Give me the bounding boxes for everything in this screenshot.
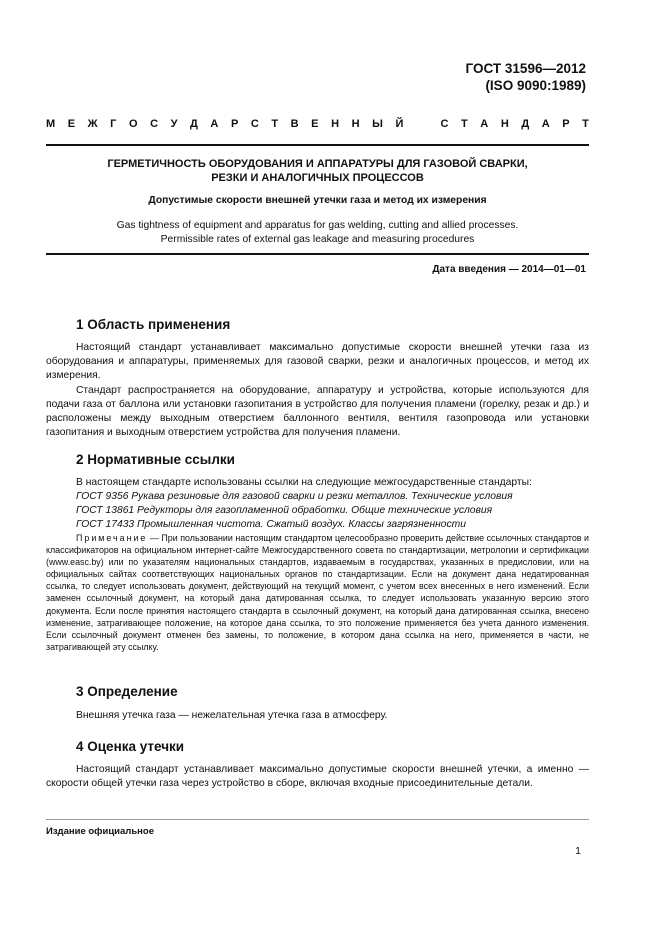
official-edition-label: Издание официальное	[46, 826, 154, 837]
banner-word-1-letter: Й	[395, 118, 404, 130]
banner-word-1-letter: С	[150, 118, 159, 130]
section-1-paragraph-2: Стандарт распространяется на оборудование, аппаратуру и устройства, которые используются для подачи газа от баллона или установки газопитания в устройство для получения пламени (горелку, резак и др.) и расположены между выходным отверстием баллонного вентиля, вентиля газопровода или установки газопитания и выходным отверстием устройства для получения пламени.	[46, 384, 589, 439]
banner-word-1-letter: А	[210, 118, 219, 130]
document-title	[46, 157, 589, 185]
interstate-standard-banner	[46, 118, 589, 130]
banner-word-2-letter: Н	[500, 118, 509, 130]
banner-word-1-letter: В	[290, 118, 299, 130]
note-text: — При пользовании настоящим стандартом целесообразно проверить действие ссылочных стандартов и классификаторов на официальном интернет-сайте Межгосударственного совета по стандартизации, метрологии и сертификации (www.easc.by) или по указателям национальных стандартов, издаваемым в государствах, указанных в предисловии, или на официальных сайтах соответствующих национальных органов по стандартизации. Если на документ дана недатированная ссылка, то следует использовать документ, действующий на текущий момент, с учетом всех внесенных в него изменений. Если заменен ссылочный документ, на который дана датированная ссылка, то следует использовать указанную версию этого документа. Если после принятия настоящего стандарта в ссылочный документ, на который дана датированная ссылка, внесено изменение, затрагивающее положение, на которое дана ссылка, то это положение применяется без учета данного изменения. Если ссылочный документ отменен без замены, то положение, в котором дана ссылка на него, применяется в части, не затрагивающей эту ссылку.	[46, 533, 589, 652]
banner-word-1-letter: Ж	[87, 118, 98, 130]
banner-word-1-letter: О	[128, 118, 138, 130]
section-1-body	[46, 341, 589, 440]
banner-word-1-letter: Н	[351, 118, 360, 130]
title-line-2: РЕЗКИ И АНАЛОГИЧНЫХ ПРОЦЕССОВ	[211, 172, 424, 184]
footer-rule	[46, 819, 589, 820]
banner-word-2-letter: А	[541, 118, 550, 130]
reference-item: ГОСТ 17433 Промышленная чистота. Сжатый воздух. Классы загрязненности	[76, 519, 466, 530]
banner-word-2-letter: А	[480, 118, 489, 130]
banner-word-1-letter: Г	[110, 118, 117, 130]
banner-word-1-letter: М	[46, 118, 56, 130]
iso-number: (ISO 9090:1989)	[485, 78, 586, 93]
banner-word-2-letter: Т	[582, 118, 589, 130]
banner-word-2-letter: Д	[521, 118, 530, 130]
banner-word-1-letter: Р	[230, 118, 239, 130]
section-2-intro	[46, 476, 589, 490]
section-1-paragraph-1: Настоящий стандарт устанавливает максимально допустимые скорости внешней утечки газа из оборудования и аппаратуры, применяемых для газовой сварки, резки и аналогичных процессов, и метод их измерения.	[46, 342, 589, 382]
top-rule	[46, 144, 589, 146]
banner-word-1-letter: Д	[190, 118, 198, 130]
reference-item: ГОСТ 9356 Рукава резиновые для газовой сварки и резки металлов. Технические условия	[76, 491, 513, 502]
page-number: 1	[575, 845, 581, 857]
section-2-intro-text: В настоящем стандарте использованы ссылки на следующие межгосударственные стандарты:	[76, 477, 532, 488]
section-3-text: Внешняя утечка газа — нежелательная утечка газа в атмосферу.	[76, 710, 388, 721]
section-4-text: Настоящий стандарт устанавливает максимально допустимые скорости внешней утечки, а именно — скорости общей утечки газа через устройство в сборе, включая входные присоединительные детали.	[46, 764, 589, 790]
banner-word-1-letter: У	[170, 118, 178, 130]
document-subtitle: Допустимые скорости внешней утечки газа и метод их измерения	[148, 195, 487, 206]
english-title	[46, 219, 589, 247]
section-1-heading: 1 Область применения	[76, 317, 231, 332]
banner-word-1-letter: Ы	[372, 118, 383, 130]
reference-list	[76, 490, 513, 532]
banner-word-2-letter: С	[440, 118, 449, 130]
reference-item: ГОСТ 13861 Редукторы для газопламенной обработки. Общие технические условия	[76, 505, 493, 516]
title-rule	[46, 253, 589, 255]
english-title-line-1: Gas tightness of equipment and apparatus for gas welding, cutting and allied processes.	[116, 220, 519, 231]
section-2-heading: 2 Нормативные ссылки	[76, 452, 235, 467]
banner-word-gap	[416, 118, 428, 130]
banner-word-1-letter: Е	[67, 118, 76, 130]
introduction-date: Дата введения — 2014—01—01	[432, 264, 586, 275]
title-line-1: ГЕРМЕТИЧНОСТЬ ОБОРУДОВАНИЯ И АППАРАТУРЫ ДЛЯ ГАЗОВОЙ СВАРКИ,	[107, 158, 528, 170]
note-label: Примечание	[76, 533, 148, 543]
english-title-line-2: Permissible rates of external gas leakage and measuring procedures	[160, 234, 475, 245]
gost-number: ГОСТ 31596—2012	[465, 61, 586, 76]
section-4-body	[46, 763, 589, 791]
banner-word-1-letter: Т	[271, 118, 279, 130]
banner-word-1-letter: С	[250, 118, 259, 130]
banner-word-2-letter: Т	[461, 118, 468, 130]
section-2-note	[46, 532, 589, 653]
banner-word-2-letter: Р	[562, 118, 570, 130]
section-3-heading: 3 Определение	[76, 684, 178, 699]
section-3-body	[46, 709, 589, 723]
banner-word-1-letter: Е	[311, 118, 319, 130]
section-4-heading: 4 Оценка утечки	[76, 739, 185, 754]
standard-number	[466, 60, 586, 94]
banner-word-1-letter: Н	[331, 118, 340, 130]
